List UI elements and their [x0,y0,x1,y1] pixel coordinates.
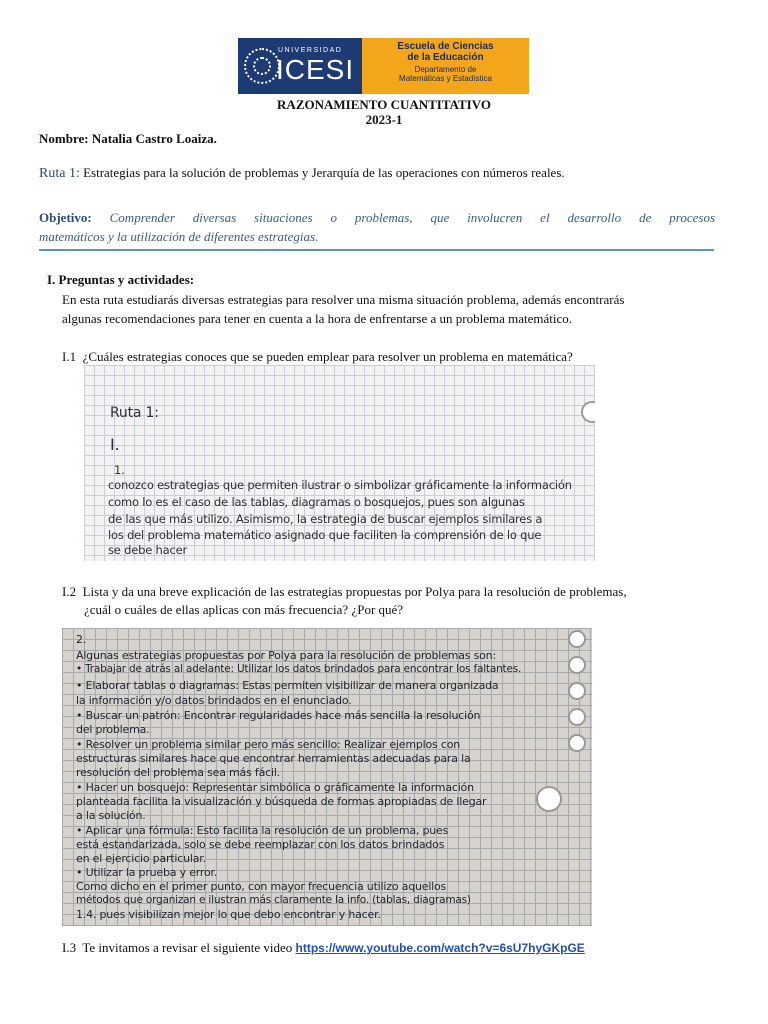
answer-2-line: • Resolver un problema similar pero más sencillo: Realizar ejemplos con [76,738,460,751]
question-2-number: I.2 [62,584,77,599]
question-3-text: Te invitamos a revisar el siguiente video [82,940,293,955]
answer-2-line: en el ejercicio particular. [76,852,206,865]
answer-1-line: los del problema matemático asignado que faciliten la comprensión de lo que [108,528,542,542]
question-3 [62,939,585,957]
answer-1-line: como lo es el caso de las tablas, diagramas o bosquejos, pues son algunas [108,495,525,509]
logo-universidad: UNIVERSIDAD [278,47,343,54]
route-line [39,164,565,183]
answer-1-line: I. [110,435,120,454]
question-2-line2: ¿cuál o cuáles de ellas aplicas con más frecuencia? ¿Por qué? [84,602,404,617]
document-period: 2023-1 [365,112,403,127]
answer-2-line: 2. [76,633,87,646]
answer-1-line: conozco estrategias que permiten ilustrar o simbolizar gráficamente la información [108,478,572,492]
objective-line1 [39,209,715,227]
section-intro-1: En esta ruta estudiarás diversas estrategias para resolver una misma situación problema, además encontrarás [62,292,625,307]
binder-hole-icon [536,786,562,812]
answer-2-line: está estandarizada, solo se debe reemplazar con los datos brindados [76,838,445,851]
section-heading: I. Preguntas y actividades: [47,272,195,287]
answer-2-line: 1.4. pues visibilizan mejor lo que debo encontrar y hacer. [76,908,381,921]
answer-2-line: Como dicho en el primer punto, con mayor frecuencia utilizo aquellos [76,880,447,893]
logo-dept-line1: Departamento de [414,65,477,74]
objective-text-1: Comprender diversas situaciones o problemas, que involucren el desarrollo de procesos [109,210,715,225]
answer-2-line: • Utilizar la prueba y error. [76,866,218,879]
answer-2-line: a la solución. [76,809,146,822]
binder-ring-icon [568,734,586,752]
answer-1-line: 1. [114,463,125,477]
icesi-logo-block [238,38,362,94]
logo-school-line2: de la Educación [407,52,484,63]
answer-2-line: • Aplicar una fórmula: Esto facilita la resolución de un problema, pues [76,824,449,837]
answer-1-line: de las que más utilizo. Asimismo, la estrategia de buscar ejemplos similares a [108,512,543,526]
answer-2-line: planteada facilita la visualización y búsqueda de formas apropiadas de llegar [76,795,487,808]
answer-2-line: del problema. [76,723,150,736]
logo-school-line1: Escuela de Ciencias [397,41,494,52]
answer-2-line: • Trabajar de atrás al adelante: Utilizar los datos brindados para encontrar los faltantes. [76,663,522,675]
question-1-text: ¿Cuáles estrategias conoces que se pueden emplear para resolver un problema en matemática? [82,349,573,364]
question-2-line1 [62,583,627,601]
answer-2-line: métodos que organizan e ilustran más claramente la info. (tablas, diagramas) [76,894,471,906]
question-3-number: I.3 [62,940,77,955]
objective-label: Objetivo: [39,210,92,225]
answer-2-line: la información y/o datos brindados en el enunciado. [76,694,352,707]
logo-icesi: ICESI [276,54,355,85]
answer-2-line: resolución del problema sea más fácil. [76,766,280,779]
section-divider [39,249,714,251]
student-name: Nombre: Natalia Castro Loaiza. [39,131,217,146]
binder-hole-icon [581,401,595,423]
answer-1-line: Ruta 1: [110,405,159,421]
binder-ring-icon [568,630,586,648]
answer-2-line: estructuras similares hace que encontrar herramientas adecuadas para la [76,752,471,765]
section-intro-2: algunas recomendaciones para tener en cuenta a la hora de enfrentarse a un problema matemático. [62,311,572,326]
route-label: Ruta 1: [39,166,80,181]
answer-2-photo [62,628,592,926]
binder-ring-icon [568,708,586,726]
route-text: Estrategias para la solución de problemas y Jerarquía de las operaciones con números reales. [83,165,565,180]
school-logo-block [362,38,529,94]
question-1 [62,348,573,366]
answer-2-line: • Buscar un patrón: Encontrar regularidades hace más sencilla la resolución [76,709,481,722]
binder-ring-icon [568,682,586,700]
university-seal-icon [244,48,280,84]
answer-1-photo [84,365,595,561]
question-1-number: I.1 [62,349,77,364]
question-2-text: Lista y da una breve explicación de las estrategias propuestas por Polya para la resolución de problemas, [82,584,627,599]
document-title: RAZONAMIENTO CUANTITATIVO [277,97,491,112]
video-link[interactable]: https://www.youtube.com/watch?v=6sU7hyGKpGE [295,941,585,955]
binder-ring-icon [568,656,586,674]
objective-text-2: matemáticos y la utilización de diferentes estrategias. [39,229,319,244]
answer-2-line: • Elaborar tablas o diagramas: Estas permiten visibilizar de manera organizada [76,679,499,692]
logo-dept-line2: Matemáticas y Estadística [399,74,492,83]
answer-1-line: se debe hacer [108,543,187,557]
answer-2-line: Algunas estrategias propuestas por Polya para la resolución de problemas son: [76,649,496,662]
answer-2-line: • Hacer un bosquejo: Representar simbólica o gráficamente la información [76,781,474,794]
university-logo [238,38,529,94]
